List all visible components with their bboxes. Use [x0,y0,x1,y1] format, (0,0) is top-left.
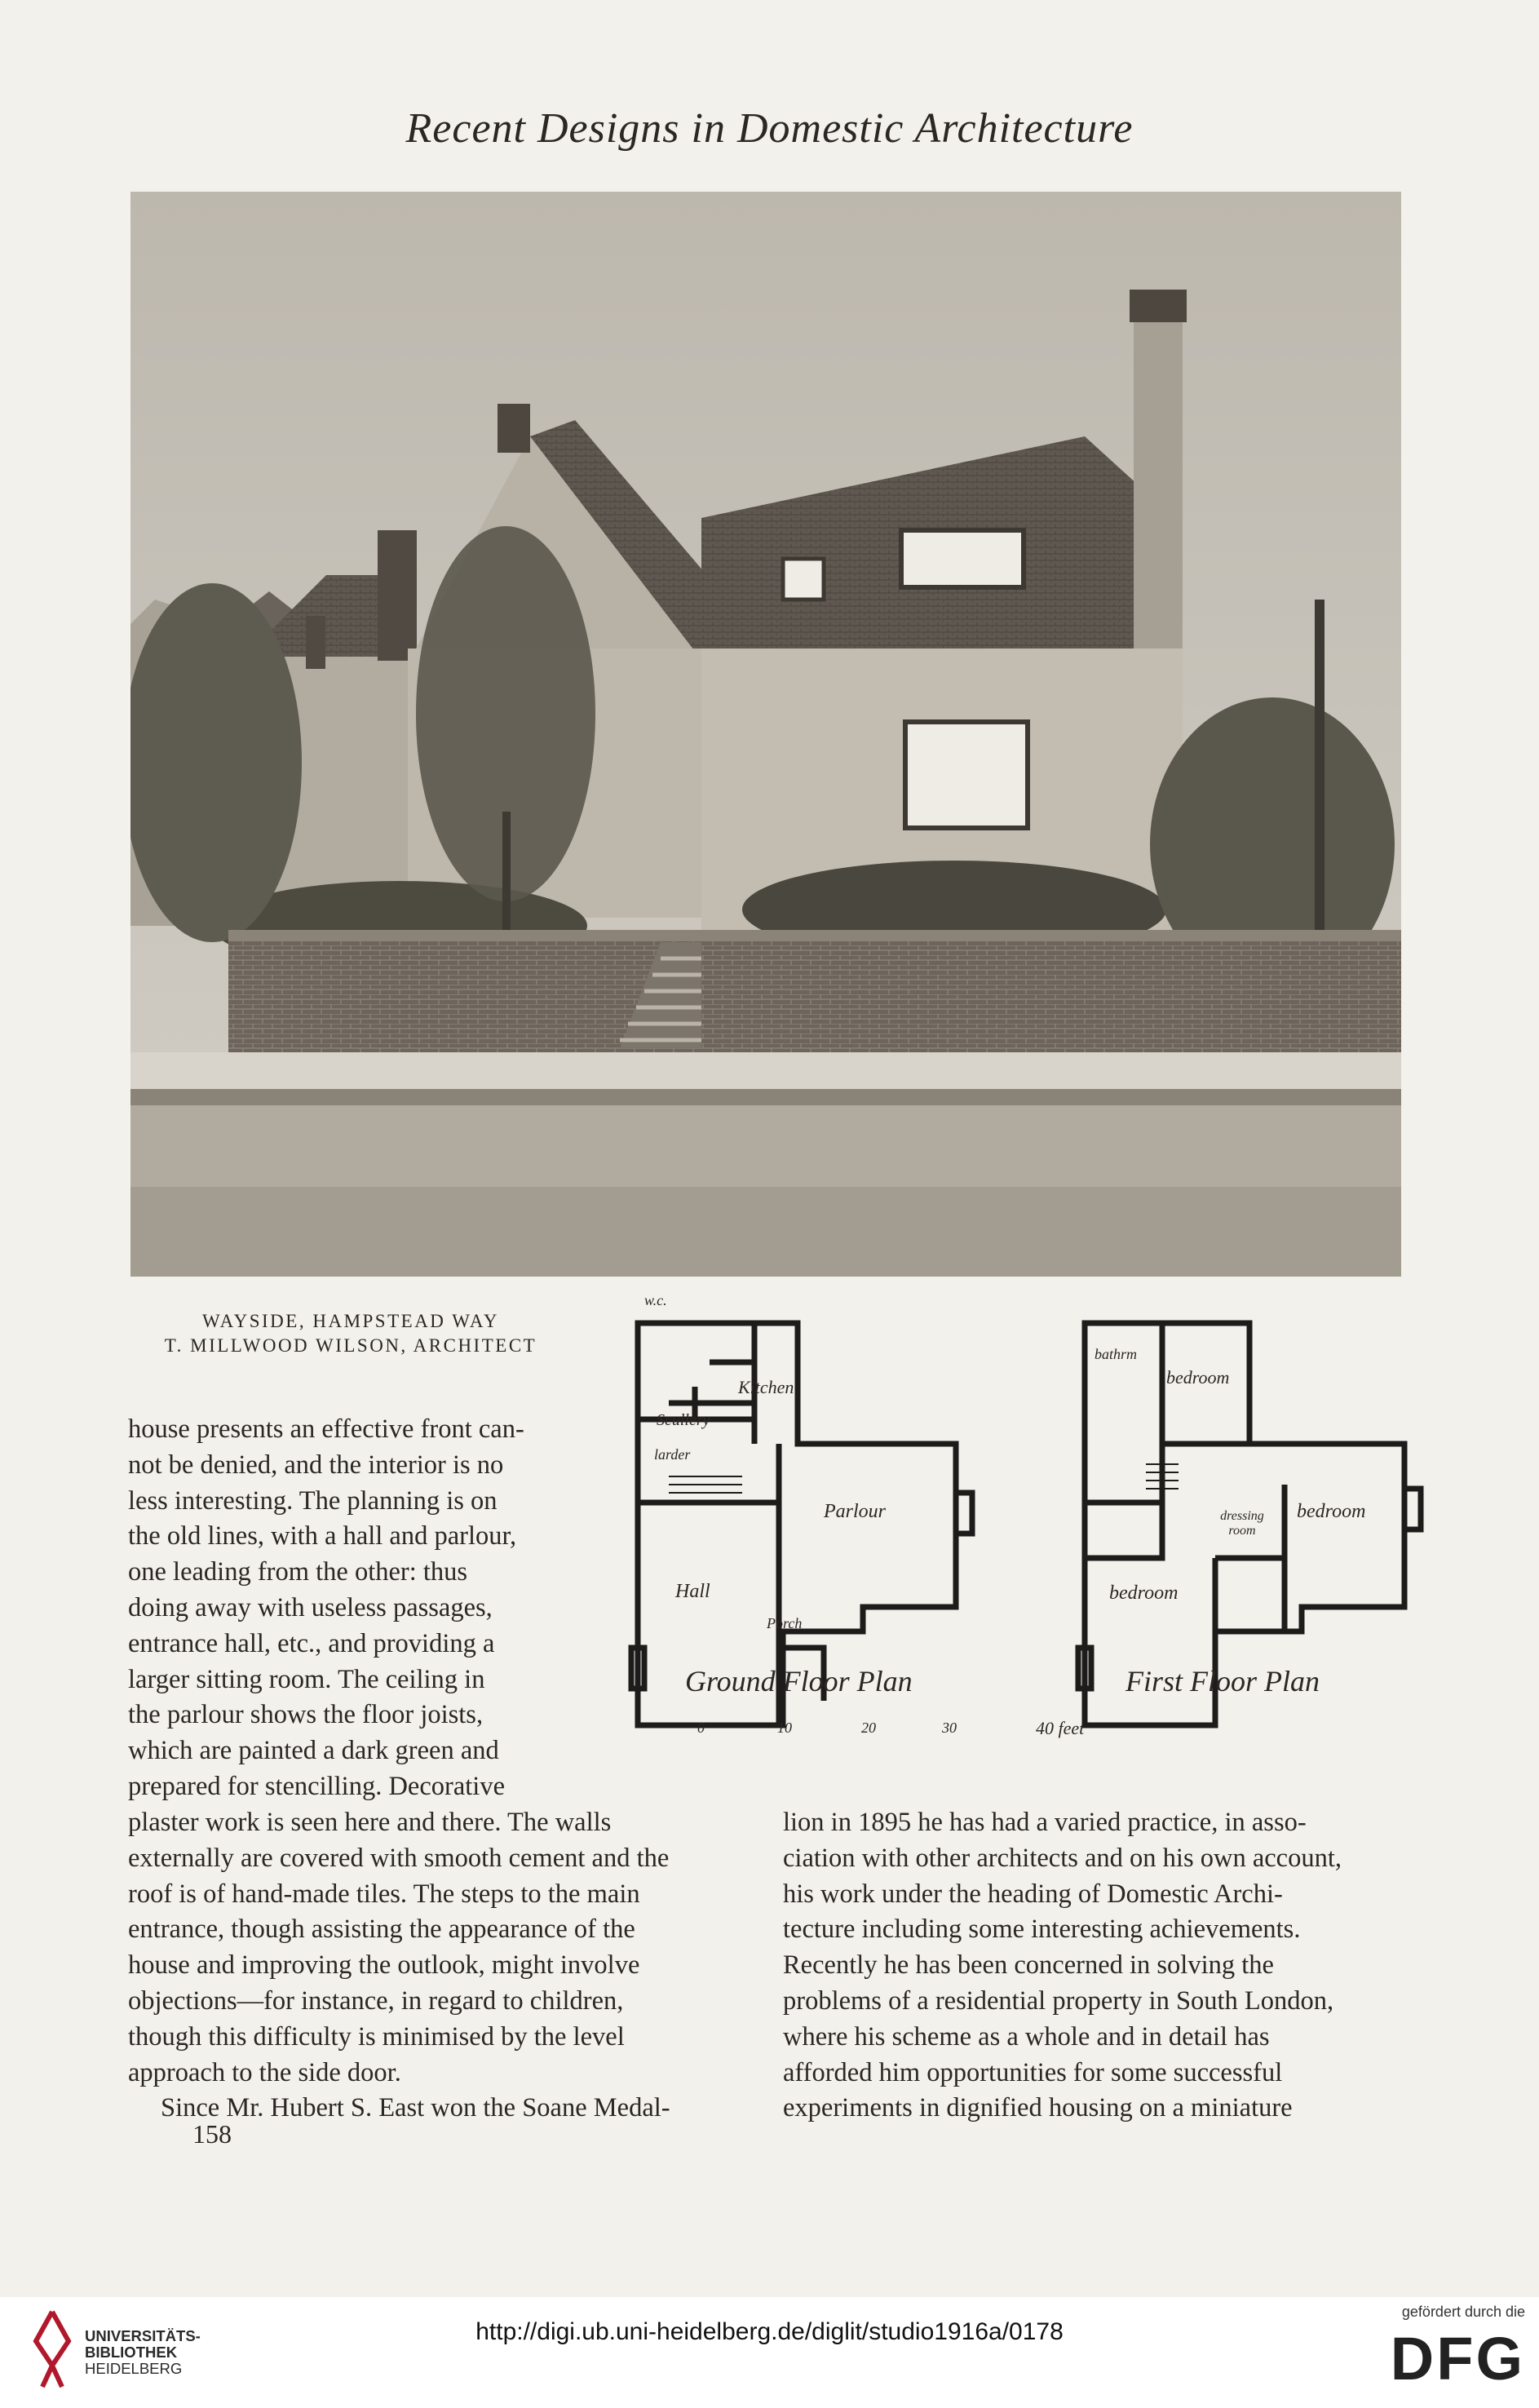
room-wc: w.c. [644,1292,667,1308]
room-porch: Porch [767,1615,803,1631]
right-column [783,1805,1413,2127]
text-line: entrance, though assisting the appearance of the [128,1914,635,1945]
text-line: problems of a residential property in South London, [783,1985,1334,2016]
scale-tick-30: 30 [942,1720,957,1736]
text-line: his work under the heading of Domestic Archi- [783,1879,1283,1909]
left-column [128,1805,748,2127]
scale-tick-40: 40 feet [1036,1718,1085,1738]
scale-tick-20: 20 [861,1720,876,1736]
running-head: Recent Designs in Domestic Architecture [405,105,1134,152]
text-line: objections—for instance, in regard to children, [128,1985,624,2016]
room-parlour: Parlour [824,1501,887,1522]
narrow-text-block [128,1412,582,1805]
text-line: prepared for stencilling. Decorative [128,1771,506,1801]
text-line: tecture including some interesting achievements. [783,1914,1301,1945]
source-url-link[interactable]: http://digi.ub.uni-heidelberg.de/diglit/studio1916a/0178 [475,2318,1064,2345]
room-dressing: dressing room [1220,1509,1264,1538]
scale-tick-0: 0 [697,1720,705,1736]
room-larder: larder [654,1446,691,1463]
text-line: plaster work is seen here and there. The walls [128,1808,612,1837]
room-scullery: Scullery [657,1411,710,1429]
photo-caption-architect: T. MILLWOOD WILSON, ARCHITECT [164,1335,537,1356]
floor-plans [620,1292,1427,1742]
first-floor-plan-title: First Floor Plan [1126,1665,1320,1698]
photo-caption-title: WAYSIDE, HAMPSTEAD WAY [201,1311,500,1331]
text-line: which are painted a dark green and [128,1736,499,1766]
room-kitchen: Kitchen [738,1377,794,1397]
text-line: approach to the side door. [128,2057,401,2087]
dfg-logo: DFG [1390,2325,1525,2393]
scale-tick-10: 10 [777,1720,792,1736]
text-line: the old lines, with a hall and parlour, [128,1521,517,1551]
text-line: one leading from the other: thus [128,1557,468,1587]
room-bedroom-1: bedroom [1166,1367,1230,1388]
text-line: not be denied, and the interior is no [128,1450,504,1480]
text-line: Since Mr. Hubert S. East won the Soane Medal- [161,2093,670,2123]
funded-by-label: gefördert durch die [1401,2304,1525,2320]
page-number: 158 [192,2119,232,2149]
text-line: lion in 1895 he has had a varied practice, in asso- [783,1808,1307,1837]
text-line: house presents an effective front can- [128,1414,524,1444]
text-line: doing away with useless passages, [128,1592,493,1622]
room-bedroom-3: bedroom [1109,1582,1179,1604]
text-line: experiments in dignified housing on a miniature [783,2093,1293,2123]
text-line: larger sitting room. The ceiling in [128,1664,485,1694]
text-line: afforded him opportunities for some successful [783,2057,1283,2087]
room-bathroom: bathrm [1095,1346,1138,1362]
library-name-line3: HEIDELBERG [85,2360,183,2377]
footer-bar [0,2297,1539,2408]
text-line: though this difficulty is minimised by the level [128,2021,625,2052]
room-hall: Hall [675,1581,710,1602]
text-line: entrance hall, etc., and providing a [128,1628,495,1658]
text-line: house and improving the outlook, might involve [128,1950,640,1981]
ground-floor-plan-title: Ground Floor Plan [685,1665,913,1698]
house-photograph [130,192,1401,1277]
text-line: where his scheme as a whole and in detail has [783,2021,1270,2052]
text-line: the parlour shows the floor joists, [128,1700,484,1730]
text-line: less interesting. The planning is on [128,1485,498,1516]
text-line: ciation with other architects and on his own account, [783,1843,1342,1873]
library-name-line2: BIBLIOTHEK [85,2344,178,2361]
library-name-line1: UNIVERSITÄTS- [85,2327,201,2344]
text-line: Recently he has been concerned in solving the [783,1950,1274,1981]
text-line: externally are covered with smooth cement and the [128,1843,670,1873]
room-bedroom-2: bedroom [1297,1501,1366,1522]
text-line: roof is of hand-made tiles. The steps to the main [128,1879,640,1909]
